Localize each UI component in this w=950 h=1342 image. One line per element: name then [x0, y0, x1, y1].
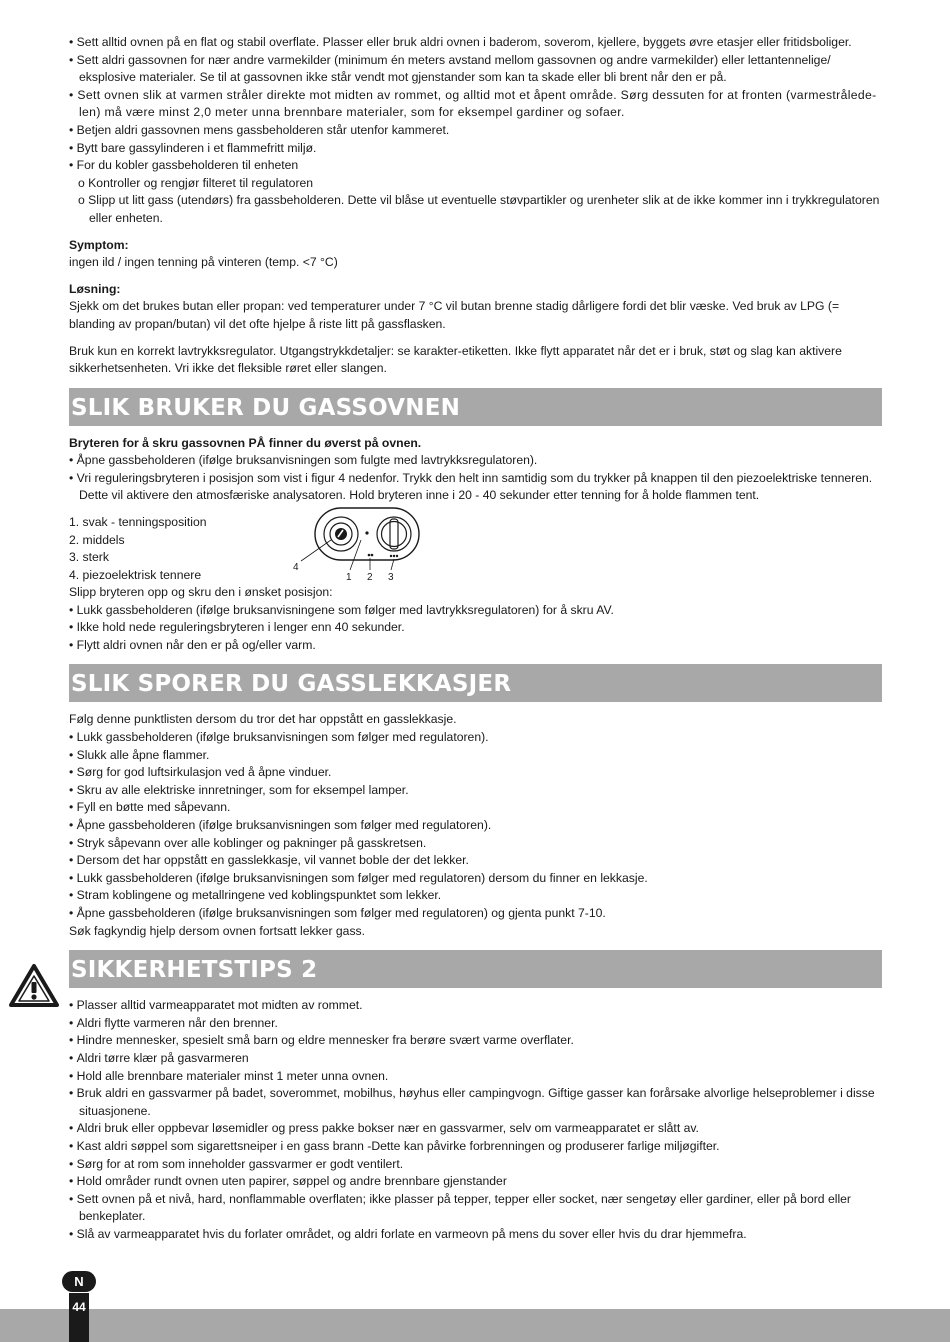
sub-list-item: o Kontroller og rengjør filteret til regulatoren	[69, 175, 882, 193]
list-item: • Åpne gassbeholderen (ifølge bruksanvisningen som følger med regulatoren).	[69, 817, 882, 835]
footer-bar	[0, 1309, 950, 1342]
list-item: • Bytt bare gassylinderen i et flammefritt miljø.	[69, 140, 882, 158]
list-item: • Sett ovnen slik at varmen stråler direkte mot midten av rommet, og alltid mot et åpent område. Sørg dessuten for at fronten (varmestråledelen) må være minst 2,0 meter unna brennbare materialer, som for eksempel gardiner og sofaer.	[69, 87, 882, 122]
knob-figure-row	[69, 514, 882, 584]
list-item: • Sørg for at rom som inneholder gassvarmer er godt ventilert.	[69, 1156, 882, 1174]
list-item: • Sett aldri gassovnen for nær andre varmekilder (minimum én meters avstand mellom gassovnen og andre varmekilder) eller lettantennelige/ eksplosive materialer. Se til at gassovnen ikke står vendt mot gjenstander som kan ta skade eller bli brent når den er på.	[69, 52, 882, 87]
list-item: • Slå av varmeapparatet hvis du forlater området, og aldri forlate en varmeovn på mens du sover eller hvis du drar hjemmefra.	[69, 1226, 882, 1244]
list-item: • Aldri bruk eller oppbevar løsemidler og press pakke bokser nær en gassvarmer, selv om varmeapparatet er slått av.	[69, 1120, 882, 1138]
sub-list-item: o Slipp ut litt gass (utendørs) fra gassbeholderen. Dette vil blåse ut eventuelle støvpartikler og urenheter slik at de ikke kommer inn i trykkregulatoren eller enheten.	[69, 192, 882, 227]
list-item: • Aldri flytte varmeren når den brenner.	[69, 1015, 882, 1033]
section2-tail: Søk fagkyndig hjelp dersom ovnen fortsatt lekker gass.	[69, 923, 366, 938]
figure-label-3: 3	[388, 572, 394, 583]
list-item: • Lukk gassbeholderen (ifølge bruksanvisningene som følger med lavtrykksregulatoren) for å skru AV.	[69, 602, 882, 620]
list-item: • Dersom det har oppstått en gasslekkasje, vil vannet boble der det lekker.	[69, 852, 882, 870]
list-item: • Stram koblingene og metallringene ved koblingspunktet som lekker.	[69, 887, 882, 905]
control-knob-figure	[291, 506, 431, 582]
list-item: • For du kobler gassbeholderen til enheten	[69, 157, 882, 175]
list-item: • Stryk såpevann over alle koblinger og pakninger på gasskretsen.	[69, 835, 882, 853]
list-item: • Åpne gassbeholderen (ifølge bruksanvisningen som fulgte med lavtrykksregulatoren).	[69, 452, 882, 470]
list-item: 4. piezoelektrisk tennere	[69, 567, 202, 582]
warning-triangle-icon	[8, 963, 60, 1009]
section1-after: Slipp bryteren opp og skru den i ønsket posisjon:	[69, 585, 333, 600]
list-item: • Sett ovnen på et nivå, hard, nonflammable overflaten; ikke plasser på tepper, tepper eller socket, nær sengetøy eller gardiner, eller på bord eller benkeplater.	[69, 1191, 882, 1226]
list-item: • Hold alle brennbare materialer minst 1 meter unna ovnen.	[69, 1068, 882, 1086]
list-item: • Ikke hold nede reguleringsbryteren i lenger enn 40 sekunder.	[69, 619, 882, 637]
list-item: • Flytt aldri ovnen når den er på og/eller varm.	[69, 637, 882, 655]
list-item: • Skru av alle elektriske innretninger, som for eksempel lamper.	[69, 782, 882, 800]
figure-label-4: 4	[293, 562, 299, 574]
losning-label: Løsning:	[69, 281, 121, 296]
list-item: • Fyll en bøtte med såpevann.	[69, 799, 882, 817]
list-item: 2. middels	[69, 532, 125, 547]
list-item: • Kast aldri søppel som sigarettsneiper i en gass brann -Dette kan påvirke forbrenningen og produserer farlige miljøgifter.	[69, 1138, 882, 1156]
symptom-text: ingen ild / ingen tenning på vinteren (temp. <7 °C)	[69, 255, 338, 270]
list-item: • Plasser alltid varmeapparatet mot midten av rommet.	[69, 997, 882, 1015]
knob-position-list	[69, 514, 207, 584]
page-number: 44	[72, 1300, 86, 1314]
list-item: • Slukk alle åpne flammer.	[69, 747, 882, 765]
list-item: • Hold områder rundt ovnen uten papirer, søppel og andre brennbare gjenstander	[69, 1173, 882, 1191]
list-item: • Betjen aldri gassovnen mens gassbeholderen står utenfor kammeret.	[69, 122, 882, 140]
section-title-sikkerhetstips: SIKKERHETSTIPS 2	[69, 950, 882, 988]
document-body	[69, 34, 882, 1243]
list-item: • Bruk aldri en gassvarmer på badet, soverommet, mobilhus, høyhus eller campingvogn. Giftige gasser kan forårsake alvorlige helseproblemer i disse situasjonene.	[69, 1085, 882, 1120]
list-item: • Sørg for god luftsirkulasjon ved å åpne vinduer.	[69, 764, 882, 782]
list-item: 1. svak - tenningsposition	[69, 515, 207, 530]
language-badge: N	[62, 1271, 96, 1292]
list-item: • Lukk gassbeholderen (ifølge bruksanvisningen som følger med regulatoren) dersom du finner en lekkasje.	[69, 870, 882, 888]
list-item: • Sett alltid ovnen på en flat og stabil overflate. Plasser eller bruk aldri ovnen i baderom, soverom, kjellere, byggets øvre etasjer eller fritidsboliger.	[69, 34, 882, 52]
symptom-label: Symptom:	[69, 237, 129, 252]
figure-label-1: 1	[346, 572, 352, 583]
list-item: • Lukk gassbeholderen (ifølge bruksanvisningen som følger med regulatoren).	[69, 729, 882, 747]
losning-text-2: Bruk kun en korrekt lavtrykksregulator. Utgangstrykkdetaljer: se karakter-etiketten. Ikke flytt apparatet når det er i bruk, støt og slag kan aktivere sikkerhetsenheten. Vri ikke det fleksible røret eller slangen.	[69, 343, 842, 376]
list-item: • Hindre mennesker, spesielt små barn og eldre mennesker fra berøre svært varme overflater.	[69, 1032, 882, 1050]
section-title-bruker: SLIK BRUKER DU GASSOVNEN	[69, 388, 882, 426]
intro-bullets	[69, 34, 882, 228]
list-item: 3. sterk	[69, 550, 109, 565]
losning-text: Sjekk om det brukes butan eller propan: ved temperaturer under 7 °C vil butan brenne stadig dårligere fordi det blir væske. Ved bruk av LPG (= blanding av propan/butan) vil det ofte hjelpe å riste litt på gassflasken.	[69, 299, 840, 331]
section-title-gasslekkasjer: SLIK SPORER DU GASSLEKKASJER	[69, 664, 882, 702]
list-item: • Åpne gassbeholderen (ifølge bruksanvisningen som følger med regulatoren) og gjenta punkt 7-10.	[69, 905, 882, 923]
figure-label-2: 2	[367, 572, 373, 583]
list-item: • Aldri tørre klær på gasvarmeren	[69, 1050, 882, 1068]
list-item: • Vri reguleringsbryteren i posisjon som vist i figur 4 nedenfor. Trykk den helt inn samtidig som du trykker på knappen til den piezoelektriske tenneren. Dette vil aktivere den atmosfæriske analysatoren. Hold bryteren inne i 20 - 40 sekunder etter tenning for å holde flammen tent.	[69, 470, 882, 505]
section1-lead: Bryteren for å skru gassovnen PÅ finner du øverst på ovnen.	[69, 435, 422, 450]
section2-lead: Følg denne punktlisten dersom du tror det har oppstått en gasslekkasje.	[69, 712, 457, 727]
